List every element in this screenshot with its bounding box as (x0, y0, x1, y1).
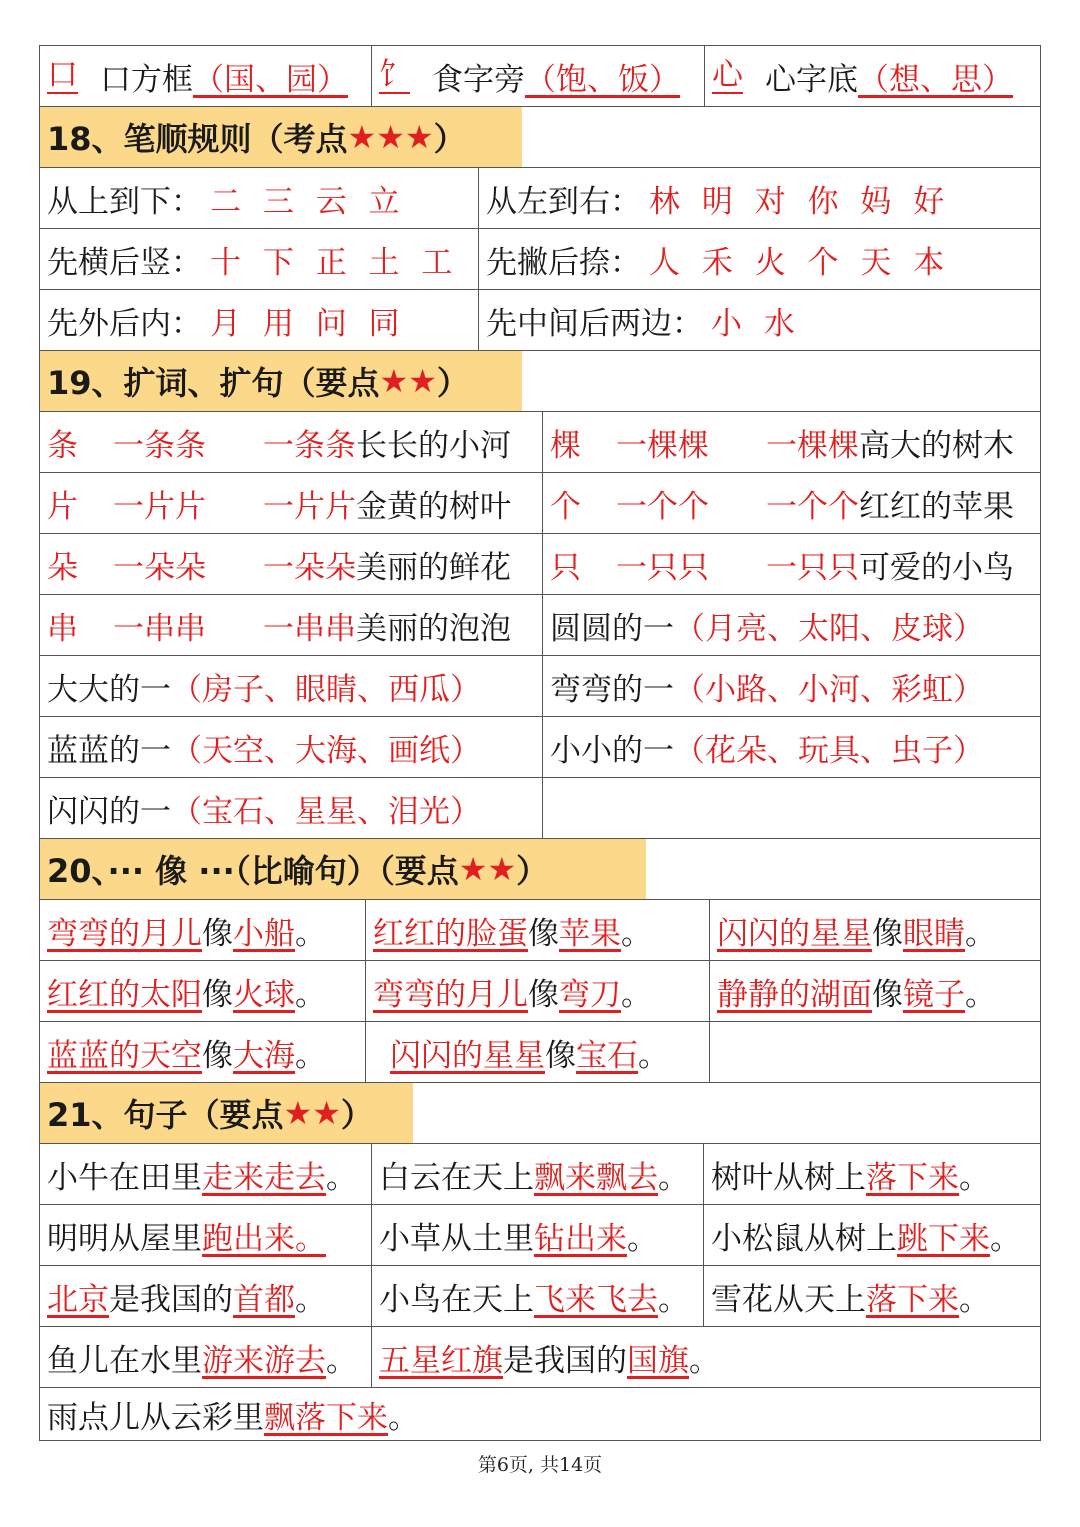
stroke-rule-cell: 从上到下： 二 三 云 立 (40, 168, 479, 228)
star-rating: ★★ (458, 850, 517, 888)
radical-name: 食字旁 (432, 61, 525, 98)
stroke-rule-cell: 先外后内： 月 用 问 同 (40, 290, 479, 350)
simile-cell: 闪闪的星星 像 宝石 。 (366, 1022, 710, 1082)
sentence-cell: 小草从土里 钻出来 。 (372, 1205, 704, 1265)
radical-symbol: 心 (712, 56, 743, 93)
simile-row (40, 1022, 1040, 1083)
radical-examples: （想、思） (858, 61, 1013, 98)
radical-name: 心字底 (765, 61, 858, 98)
section-title: 19、扩词、扩句（要点 ★★ ） (47, 362, 469, 402)
stroke-rule-cell: 先撇后捺： 人 禾 火 个 天 本 (486, 244, 945, 281)
sentence-cell: 白云在天上 飘来飘去 。 (372, 1144, 704, 1204)
simile-cell: 弯弯的月儿 像 小船 。 (40, 900, 366, 960)
radical-examples: （国、园） (193, 61, 348, 98)
expand-phrase-row (40, 717, 1040, 778)
empty-cell (710, 1022, 1040, 1082)
expand-word-row (40, 534, 1040, 595)
radical-symbol: 口 (47, 56, 78, 93)
simile-cell: 闪闪的星星 像 眼睛 。 (717, 915, 996, 952)
expand-word-cell: 朵 一朵朵 一朵朵 美丽的鲜花 (40, 534, 543, 594)
sentence-cell: 雪花从天上 落下来 。 (711, 1281, 990, 1318)
radical-cell (40, 46, 372, 106)
sentence-cell: 五星红旗 是我国的 国旗 。 (379, 1342, 720, 1379)
simile-cell: 红红的脸蛋 像 苹果 。 (366, 900, 710, 960)
sentence-cell: 小鸟在天上 飞来飞去 。 (372, 1266, 704, 1326)
section-21-header (40, 1083, 1040, 1144)
radical-row (40, 46, 1040, 107)
worksheet-table (39, 45, 1041, 1441)
sentence-row (40, 1327, 1040, 1388)
simile-row (40, 900, 1040, 961)
simile-row (40, 961, 1040, 1022)
sentence-cell: 树叶从树上 落下来 。 (711, 1159, 990, 1196)
expand-phrase-cell: 蓝蓝的一 （天空、大海、画纸） (40, 717, 543, 777)
sentence-row (40, 1205, 1040, 1266)
sentence-cell: 北京 是我国的 首都 。 (40, 1266, 372, 1326)
expand-phrase-cell: 圆圆的一 （月亮、太阳、皮球） (550, 610, 984, 647)
stroke-rule-cell: 先横后竖： 十 下 正 土 工 (40, 229, 479, 289)
expand-word-cell: 只 一只只 一只只 可爱的小鸟 (550, 549, 1014, 586)
radical-name: 口方框 (100, 61, 193, 98)
expand-word-row (40, 595, 1040, 656)
empty-cell (543, 778, 1040, 838)
sentence-row (40, 1144, 1040, 1205)
expand-word-cell: 串 一串串 一串串 美丽的泡泡 (40, 595, 543, 655)
expand-word-cell: 片 一片片 一片片 金黄的树叶 (40, 473, 543, 533)
expand-phrase-cell: 闪闪的一 （宝石、星星、泪光） (40, 778, 543, 838)
stroke-rule-cell: 从左到右： 林 明 对 你 妈 好 (486, 183, 945, 220)
sentence-cell: 雨点儿从云彩里 飘落下来 。 (47, 1399, 419, 1436)
expand-word-cell: 条 一条条 一条条 长长的小河 (40, 412, 543, 472)
section-title: 21、句子（要点 ★★ ） (47, 1094, 373, 1134)
section-20-header (40, 839, 1040, 900)
simile-cell: 蓝蓝的天空 像 大海 。 (40, 1022, 366, 1082)
stroke-rule-cell: 先中间后两边： 小 水 (486, 305, 795, 342)
star-rating: ★★ (283, 1094, 341, 1132)
simile-cell: 红红的太阳 像 火球 。 (40, 961, 366, 1021)
expand-phrase-row (40, 778, 1040, 839)
sentence-cell: 明明从屋里 跑出来。 (40, 1205, 372, 1265)
expand-phrase-cell: 小小的一 （花朵、玩具、虫子） (550, 732, 984, 769)
star-rating: ★★★ (347, 118, 434, 156)
radical-examples: （饱、饭） (525, 61, 680, 98)
radical-cell (705, 46, 1040, 106)
sentence-cell: 鱼儿在水里 游来游去 。 (40, 1327, 372, 1387)
section-19-header (40, 351, 1040, 412)
stroke-order-row (40, 290, 1040, 351)
expand-word-cell: 个 一个个 一个个 红红的苹果 (550, 488, 1014, 525)
radical-cell (372, 46, 705, 106)
star-rating: ★★ (379, 362, 437, 400)
expand-phrase-cell: 弯弯的一 （小路、小河、彩虹） (550, 671, 984, 708)
section-18-header (40, 107, 1040, 168)
expand-word-row (40, 473, 1040, 534)
sentence-row (40, 1266, 1040, 1327)
stroke-order-row (40, 168, 1040, 229)
section-title: 18、笔顺规则（考点 ★★★ ） (47, 118, 466, 158)
radical-symbol: 饣 (379, 56, 410, 93)
sentence-row (40, 1388, 1040, 1440)
expand-word-row (40, 412, 1040, 473)
expand-phrase-cell: 大大的一 （房子、眼睛、西瓜） (40, 656, 543, 716)
simile-cell: 弯弯的月儿 像 弯刀 。 (366, 961, 710, 1021)
expand-word-cell: 棵 一棵棵 一棵棵 高大的树木 (550, 427, 1014, 464)
section-title: 20、··· 像 ···（比喻句）（要点 ★★ ） (47, 850, 549, 890)
page-footer: 第6页, 共14页 (477, 1454, 603, 1476)
sentence-cell: 小松鼠从树上 跳下来 。 (711, 1220, 1021, 1257)
simile-cell: 静静的湖面 像 镜子 。 (717, 976, 996, 1013)
stroke-order-row (40, 229, 1040, 290)
sentence-cell: 小牛在田里 走来走去 。 (40, 1144, 372, 1204)
expand-phrase-row (40, 656, 1040, 717)
